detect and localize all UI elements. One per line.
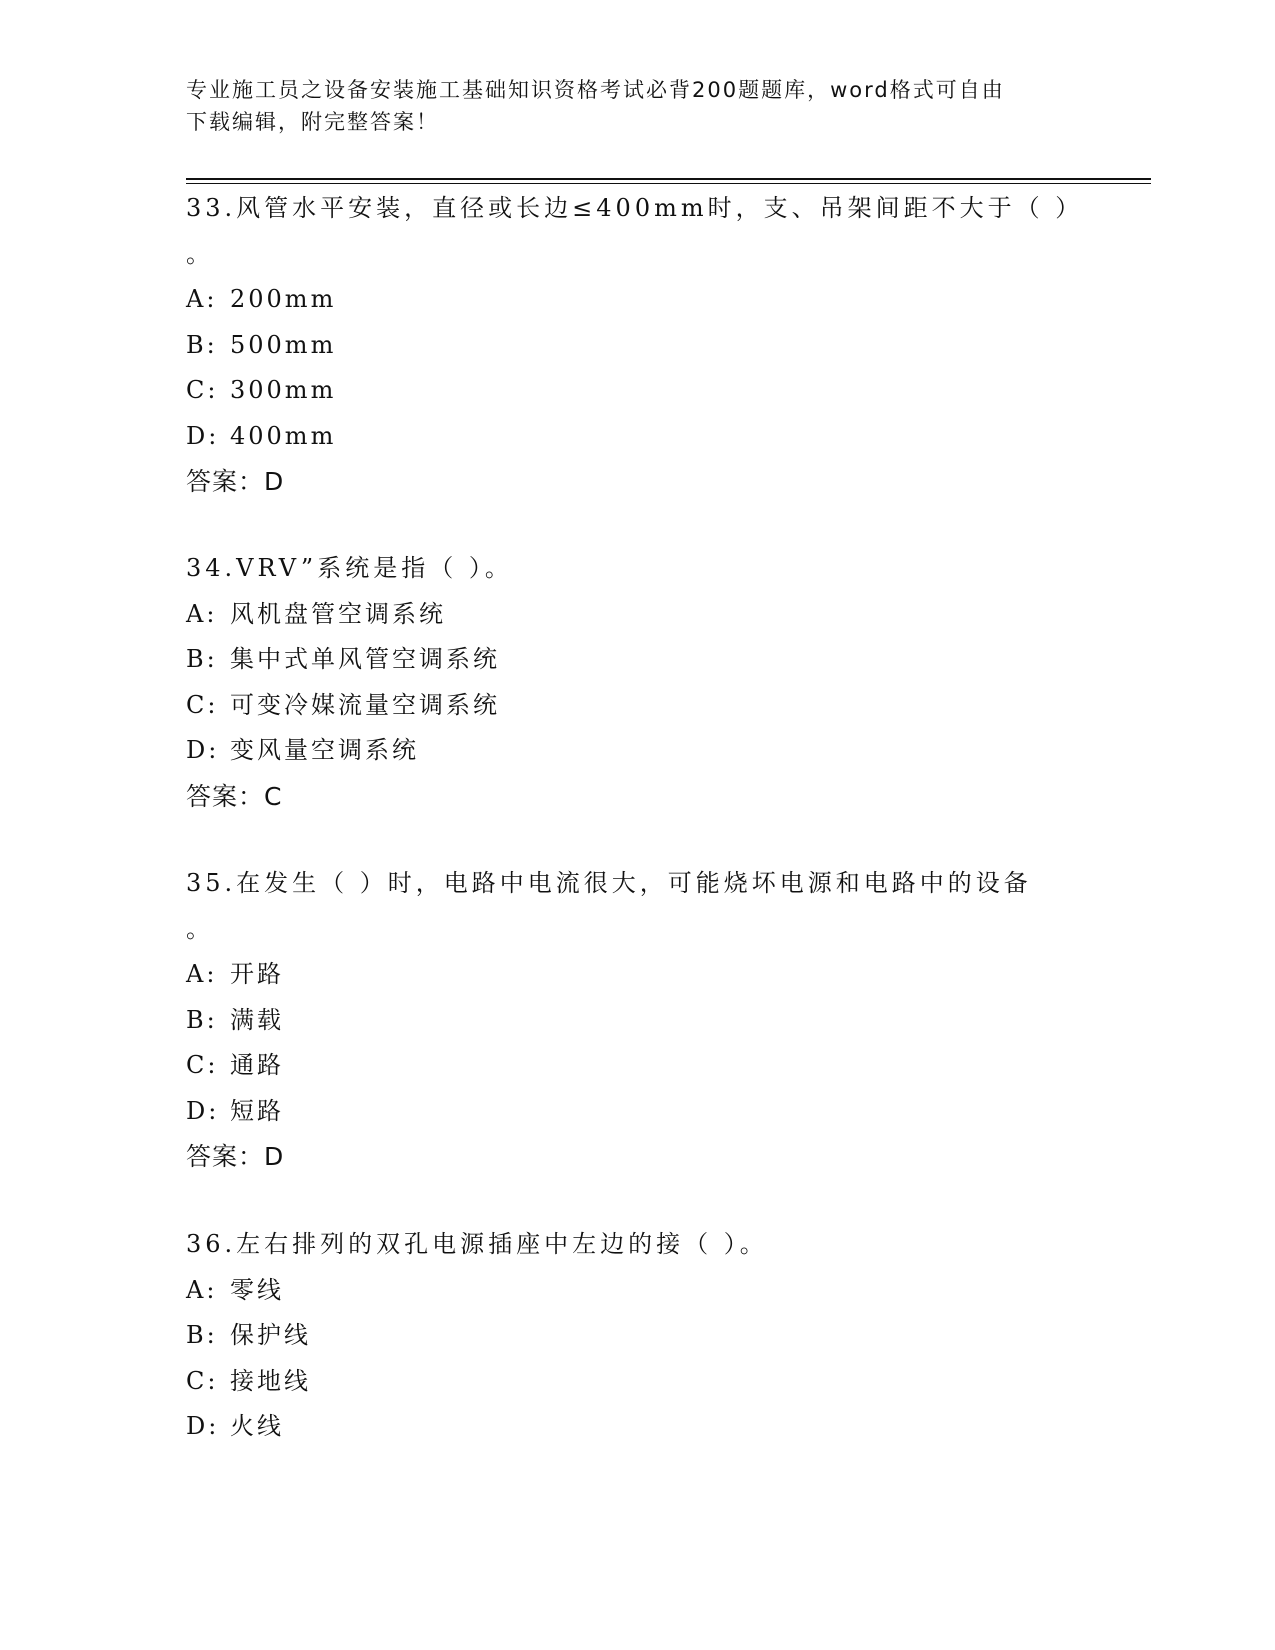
option-label: A:: [186, 285, 218, 313]
option-text: 零线: [230, 1275, 284, 1304]
question-stem-continuation: 。: [186, 239, 210, 268]
option-b: [186, 998, 1086, 1044]
option-text: 300mm: [230, 376, 337, 404]
option-label: B:: [186, 645, 218, 673]
option-label: A:: [186, 960, 218, 988]
option-c: [186, 368, 1086, 414]
option-label: B:: [186, 1321, 218, 1349]
option-d: [186, 728, 1086, 774]
option-d: [186, 1089, 1086, 1135]
question-34: [186, 546, 1086, 819]
option-a: [186, 952, 1086, 998]
question-35: [186, 861, 1086, 1180]
option-label: D:: [186, 421, 220, 450]
option-text: 短路: [230, 1096, 284, 1125]
option-label: A:: [186, 1275, 218, 1304]
question-stem: 35.在发生（ ）时，电路中电流很大，可能烧坏电源和电路中的设备: [186, 869, 1032, 897]
option-text: 200mm: [230, 285, 337, 313]
option-label: B:: [186, 1005, 218, 1034]
option-label: C:: [186, 1051, 219, 1079]
option-c: [186, 1043, 1086, 1089]
question-36: [186, 1222, 1086, 1450]
option-a: [186, 277, 1086, 323]
option-b: [186, 1313, 1086, 1359]
option-label: C:: [186, 1366, 219, 1395]
option-text: 集中式单风管空调系统: [230, 645, 500, 673]
option-text: 开路: [230, 960, 284, 988]
option-text: 风机盘管空调系统: [230, 599, 446, 628]
answer: 答案：D: [186, 1142, 285, 1171]
option-text: 通路: [230, 1051, 284, 1079]
option-label: C:: [186, 376, 219, 404]
option-text: 可变冷媒流量空调系统: [230, 690, 500, 719]
option-label: D:: [186, 1412, 220, 1440]
header-line-2: 下载编辑，附完整答案！: [186, 110, 439, 134]
answer: 答案：C: [186, 781, 283, 811]
option-text: 400mm: [230, 421, 337, 450]
header-divider-thin: [186, 183, 1151, 184]
question-stem: 34.VRV”系统是指（ ）。: [186, 554, 513, 582]
option-text: 满载: [230, 1005, 284, 1034]
option-text: 500mm: [230, 330, 337, 359]
option-text: 保护线: [230, 1321, 311, 1349]
option-a: [186, 592, 1086, 638]
option-d: [186, 414, 1086, 460]
question-stem: 33.风管水平安装，直径或长边≤400mm时，支、吊架间距不大于（ ）: [186, 194, 1084, 222]
question-stem-continuation: 。: [186, 914, 210, 943]
option-c: [186, 683, 1086, 729]
option-text: 变风量空调系统: [230, 736, 419, 764]
option-label: D:: [186, 736, 220, 764]
header-divider-thick: [186, 178, 1151, 180]
header-line-1: 专业施工员之设备安装施工基础知识资格考试必背200题题库，word格式可自由: [186, 78, 1005, 102]
option-label: C:: [186, 690, 219, 719]
answer: 答案：D: [186, 467, 285, 496]
question-33: [186, 186, 1086, 505]
question-stem: 36.左右排列的双孔电源插座中左边的接（ ）。: [186, 1230, 768, 1258]
option-text: 火线: [230, 1412, 284, 1440]
option-b: [186, 323, 1086, 369]
option-c: [186, 1359, 1086, 1405]
option-text: 接地线: [230, 1366, 311, 1395]
option-label: A:: [186, 599, 218, 628]
option-label: D:: [186, 1096, 220, 1125]
option-a: [186, 1268, 1086, 1314]
option-d: [186, 1404, 1086, 1450]
option-b: [186, 637, 1086, 683]
option-label: B:: [186, 330, 218, 359]
document-header: [186, 74, 1066, 138]
